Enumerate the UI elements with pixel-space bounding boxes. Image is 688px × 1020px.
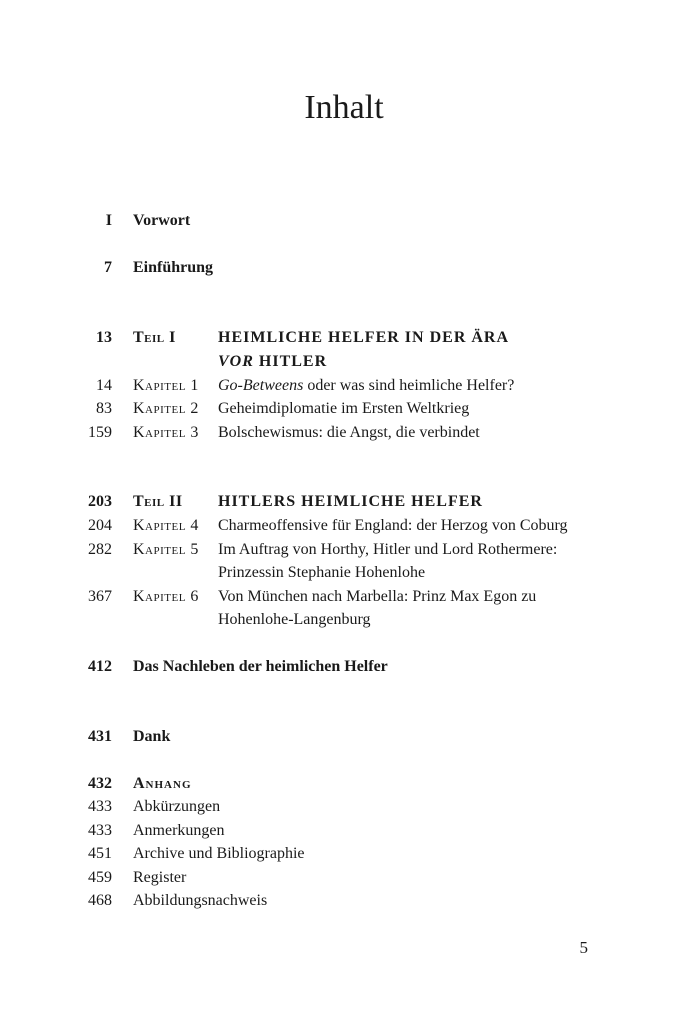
toc-chapter-label: Kapitel 4 xyxy=(133,517,199,534)
toc-page-number: 7 xyxy=(104,259,112,276)
toc-page-number: I xyxy=(105,212,112,229)
toc-page-number: 468 xyxy=(88,892,112,909)
toc-page-number: 431 xyxy=(88,728,112,745)
toc-page-number: 159 xyxy=(88,424,112,441)
toc-page-number: 412 xyxy=(88,658,112,675)
toc-part-title-line2 xyxy=(218,350,327,374)
toc-page-number: 459 xyxy=(88,869,112,886)
toc-chapter-label: Kapitel 2 xyxy=(133,400,199,417)
toc-chapter-label: Kapitel 6 xyxy=(133,588,199,605)
toc-chapter-title: Bolschewismus: die Angst, die verbindet xyxy=(218,424,480,441)
toc-chapter-title xyxy=(218,374,514,398)
toc-part-title-italic: VOR xyxy=(218,353,254,370)
toc-page-number: 433 xyxy=(88,822,112,839)
toc-chapter-title: Geheimdiplomatie im Ersten Weltkrieg xyxy=(218,400,470,417)
toc-page-number: 13 xyxy=(96,329,112,346)
toc-entry-title: Dank xyxy=(133,728,171,745)
toc-chapter-label: Kapitel 5 xyxy=(133,541,199,558)
toc-page-number: 432 xyxy=(88,775,112,792)
toc-chapter-label: Kapitel 3 xyxy=(133,424,199,441)
toc-entry-title: Vorwort xyxy=(133,212,191,229)
toc-page-number: 282 xyxy=(88,541,112,558)
toc-entry-title: Einführung xyxy=(133,259,214,276)
toc-entry-title: Archive und Bibliographie xyxy=(133,845,305,862)
page-number: 5 xyxy=(579,938,588,957)
toc-entry-title: Das Nachleben der heimlichen Helfer xyxy=(133,658,388,675)
toc-chapter-title: Charmeoffensive für England: der Herzog von Coburg xyxy=(218,517,568,534)
toc-entry-title: Abkürzungen xyxy=(133,798,221,815)
toc-part-label: Teil II xyxy=(133,493,183,510)
toc-chapter-title: Von München nach Marbella: Prinz Max Egon zu xyxy=(218,588,537,605)
toc-page-number: 83 xyxy=(96,400,112,417)
toc-chapter-title-line2: Prinzessin Stephanie Hohenlohe xyxy=(218,564,426,581)
page-title: Inhalt xyxy=(304,89,384,126)
toc-page-number: 204 xyxy=(88,517,112,534)
toc-entry-title: Abbildungsnachweis xyxy=(133,892,268,909)
toc-chapter-title-rest: oder was sind heimliche Helfer? xyxy=(303,377,515,394)
toc-part-label: Teil I xyxy=(133,329,176,346)
toc-page-number: 203 xyxy=(88,493,112,510)
toc-chapter-title-italic: Go-Betweens xyxy=(218,377,304,394)
toc-page-number: 451 xyxy=(88,845,112,862)
toc-chapter-label: Kapitel 1 xyxy=(133,377,199,394)
toc-entry-title: Anhang xyxy=(133,775,192,792)
toc-page-number: 14 xyxy=(96,377,112,394)
toc-chapter-title-line2: Hohenlohe-Langenburg xyxy=(218,611,371,628)
toc-part-title-rest: HITLER xyxy=(253,353,328,370)
toc-page-number: 433 xyxy=(88,798,112,815)
toc-page-number: 367 xyxy=(88,588,112,605)
toc-part-title: HEIMLICHE HELFER IN DER ÄRA xyxy=(218,329,510,346)
toc-entry-title: Register xyxy=(133,869,187,886)
toc-part-title: HITLERS HEIMLICHE HELFER xyxy=(218,493,483,510)
toc-entry-title: Anmerkungen xyxy=(133,822,225,839)
toc-chapter-title: Im Auftrag von Horthy, Hitler und Lord Rothermere: xyxy=(218,541,558,558)
